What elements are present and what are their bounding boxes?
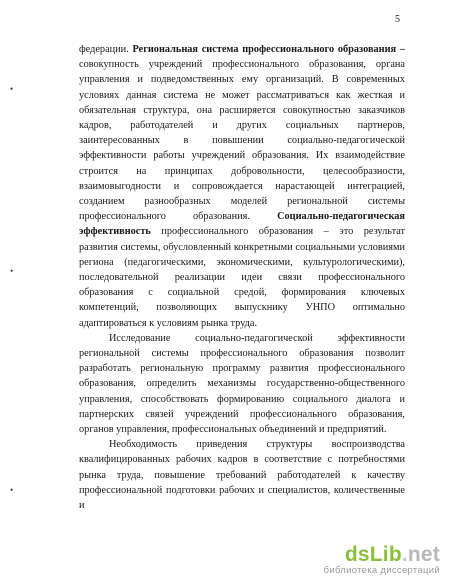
term-social-pedagogical-efficiency: Социально-педагогическая эффективность [79,211,405,238]
text-run: профессионального образования – это результат развития системы, обусловленный конкретными социальными условиями региона (педагогическими, экономическими, культурологическими), последовательной реализации идеи связи профессионального образования с социальной средой, формирования ключевых компетенций, позволяющих выпускнику УНПО оптимально адаптироваться к условиям рынка труда. [79,226,405,329]
paragraph [79,42,405,331]
page-number: 5 [395,14,400,25]
body-text [79,42,405,513]
logo-part: dsLib [344,543,402,566]
watermark-subtitle: библиотека диссертаций [323,565,440,576]
paragraph: Необходимость приведения структуры воспроизводства квалифицированных рабочих кадров в соответствие с потребностями рынка труда, повышение требований работодателей к качеству профессиональной подготовки рабочих и специалистов, количественные и [79,439,405,512]
logo-part: . [401,543,408,566]
margin-mark: • [10,485,14,495]
text-run: федерации. [79,44,133,55]
text-run: совокупность учреждений профессионального образования, органа управления и подведомственных ему организаций. В современных условиях данная система не может рассматриваться как жесткая и обязательная структура, она расширяется совокупностью заказчиков кадров, работодателей и других социальных партнеров, заинтересованных в повышении социально-педагогической эффективности работы учреждений образования. Их взаимодействие строится на принципах добровольности, целесообразности, взаимовыгодности и сопровождается нарастающей интеграцией, созданием разнообразных моделей региональной системы профессионального образования. [79,59,405,223]
dslib-logo [324,545,440,565]
dslib-watermark [324,545,440,576]
term-regional-system: Региональная система профессионального образования – [132,44,405,55]
logo-part: net [407,543,440,566]
margin-mark: • [10,266,14,276]
margin-mark: • [10,84,14,94]
paragraph: Исследование социально-педагогической эффективности региональной системы профессионального образования позволит разработать региональную программу развития профессионального образования, определить механизмы государственно-общественного управления, способствовать формированию социального диалога и партнерских связей учреждений профессионального образования, органов управления, профессиональных объединений и предприятий. [79,332,405,436]
